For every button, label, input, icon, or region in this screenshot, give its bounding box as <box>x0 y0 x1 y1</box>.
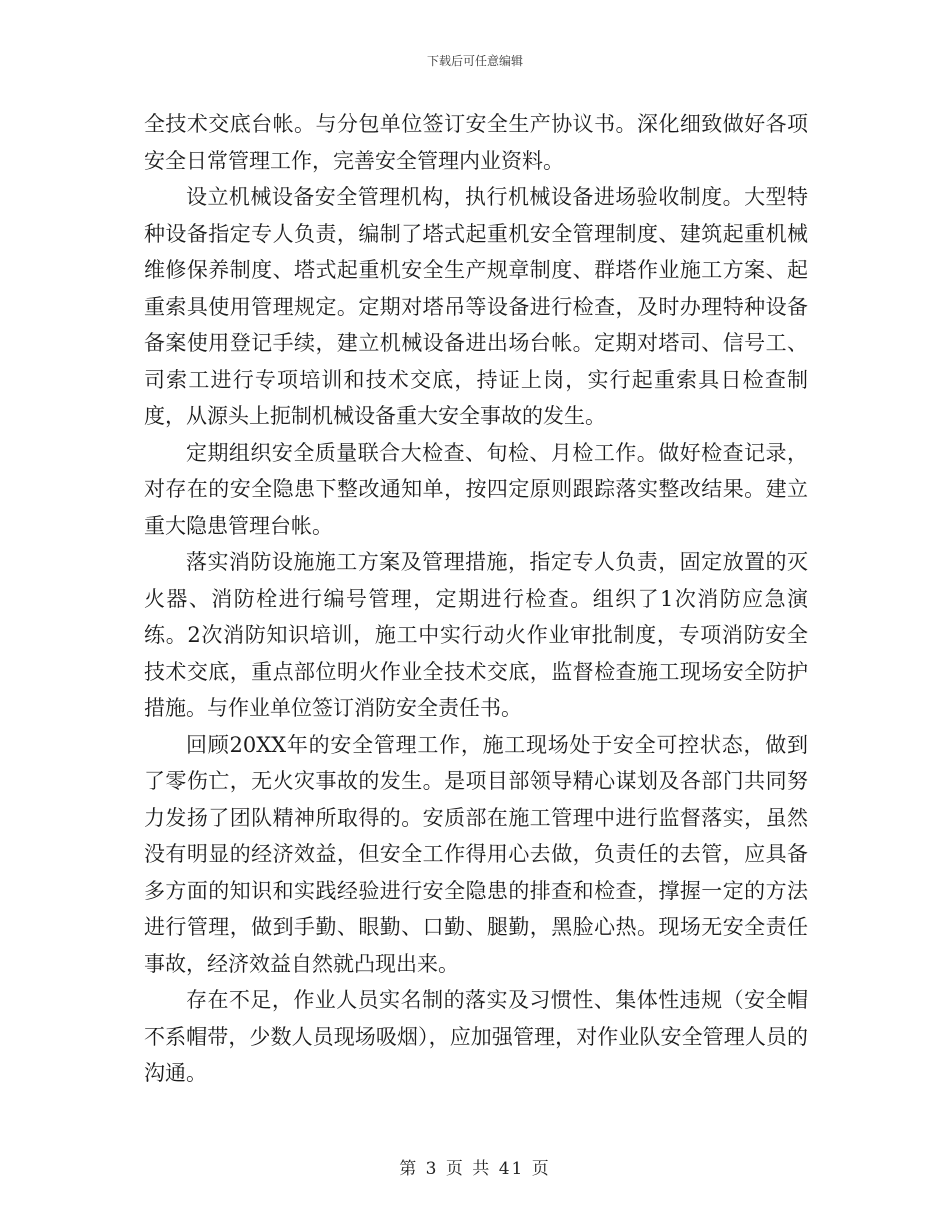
paragraph-4: 落实消防设施施工方案及管理措施，指定专人负责，固定放置的灭火器、消防栓进行编号管理，定期进行检查。组织了1次消防应急演练。2次消防知识培训，施工中实行动火作业审批制度，专项消防安全技术交底，重点部位明火作业全技术交底，监督检查施工现场安全防护措施。与作业单位签订消防安全责任书。 <box>144 550 808 720</box>
document-body <box>144 106 808 1092</box>
page-header: 下载后可任意编辑 <box>426 54 523 68</box>
page-footer: 第 3 页 共 41 页 <box>399 1159 551 1179</box>
paragraph-2: 设立机械设备安全管理机构，执行机械设备进场验收制度。大型特种设备指定专人负责，编制了塔式起重机安全管理制度、建筑起重机械维修保养制度、塔式起重机安全生产规章制度、群塔作业施工方案、起重索具使用管理规定。定期对塔吊等设备进行检查，及时办理特种设备备案使用登记手续，建立机械设备进出场台帐。定期对塔司、信号工、司索工进行专项培训和技术交底，持证上岗，实行起重索具日检查制度，从源头上扼制机械设备重大安全事故的发生。 <box>144 185 808 428</box>
paragraph-1: 全技术交底台帐。与分包单位签订安全生产协议书。深化细致做好各项安全日常管理工作，完善安全管理内业资料。 <box>144 112 808 173</box>
paragraph-5: 回顾20XX年的安全管理工作，施工现场处于安全可控状态，做到了零伤亡，无火灾事故的发生。是项目部领导精心谋划及各部门共同努力发扬了团队精神所取得的。安质部在施工管理中进行监督落实，虽然没有明显的经济效益，但安全工作得用心去做，负责任的去管，应具备多方面的知识和实践经验进行安全隐患的排查和检查，撑握一定的方法进行管理，做到手勤、眼勤、口勤、腿勤，黑脸心热。现场无安全责任事故，经济效益自然就凸现出来。 <box>144 732 808 976</box>
paragraph-6: 存在不足，作业人员实名制的落实及习惯性、集体性违规（安全帽不系帽带，少数人员现场吸烟），应加强管理，对作业队安全管理人员的沟通。 <box>144 988 808 1085</box>
paragraph-3: 定期组织安全质量联合大检查、旬检、月检工作。做好检查记录，对存在的安全隐患下整改通知单，按四定原则跟踪落实整改结果。建立重大隐患管理台帐。 <box>144 440 808 538</box>
